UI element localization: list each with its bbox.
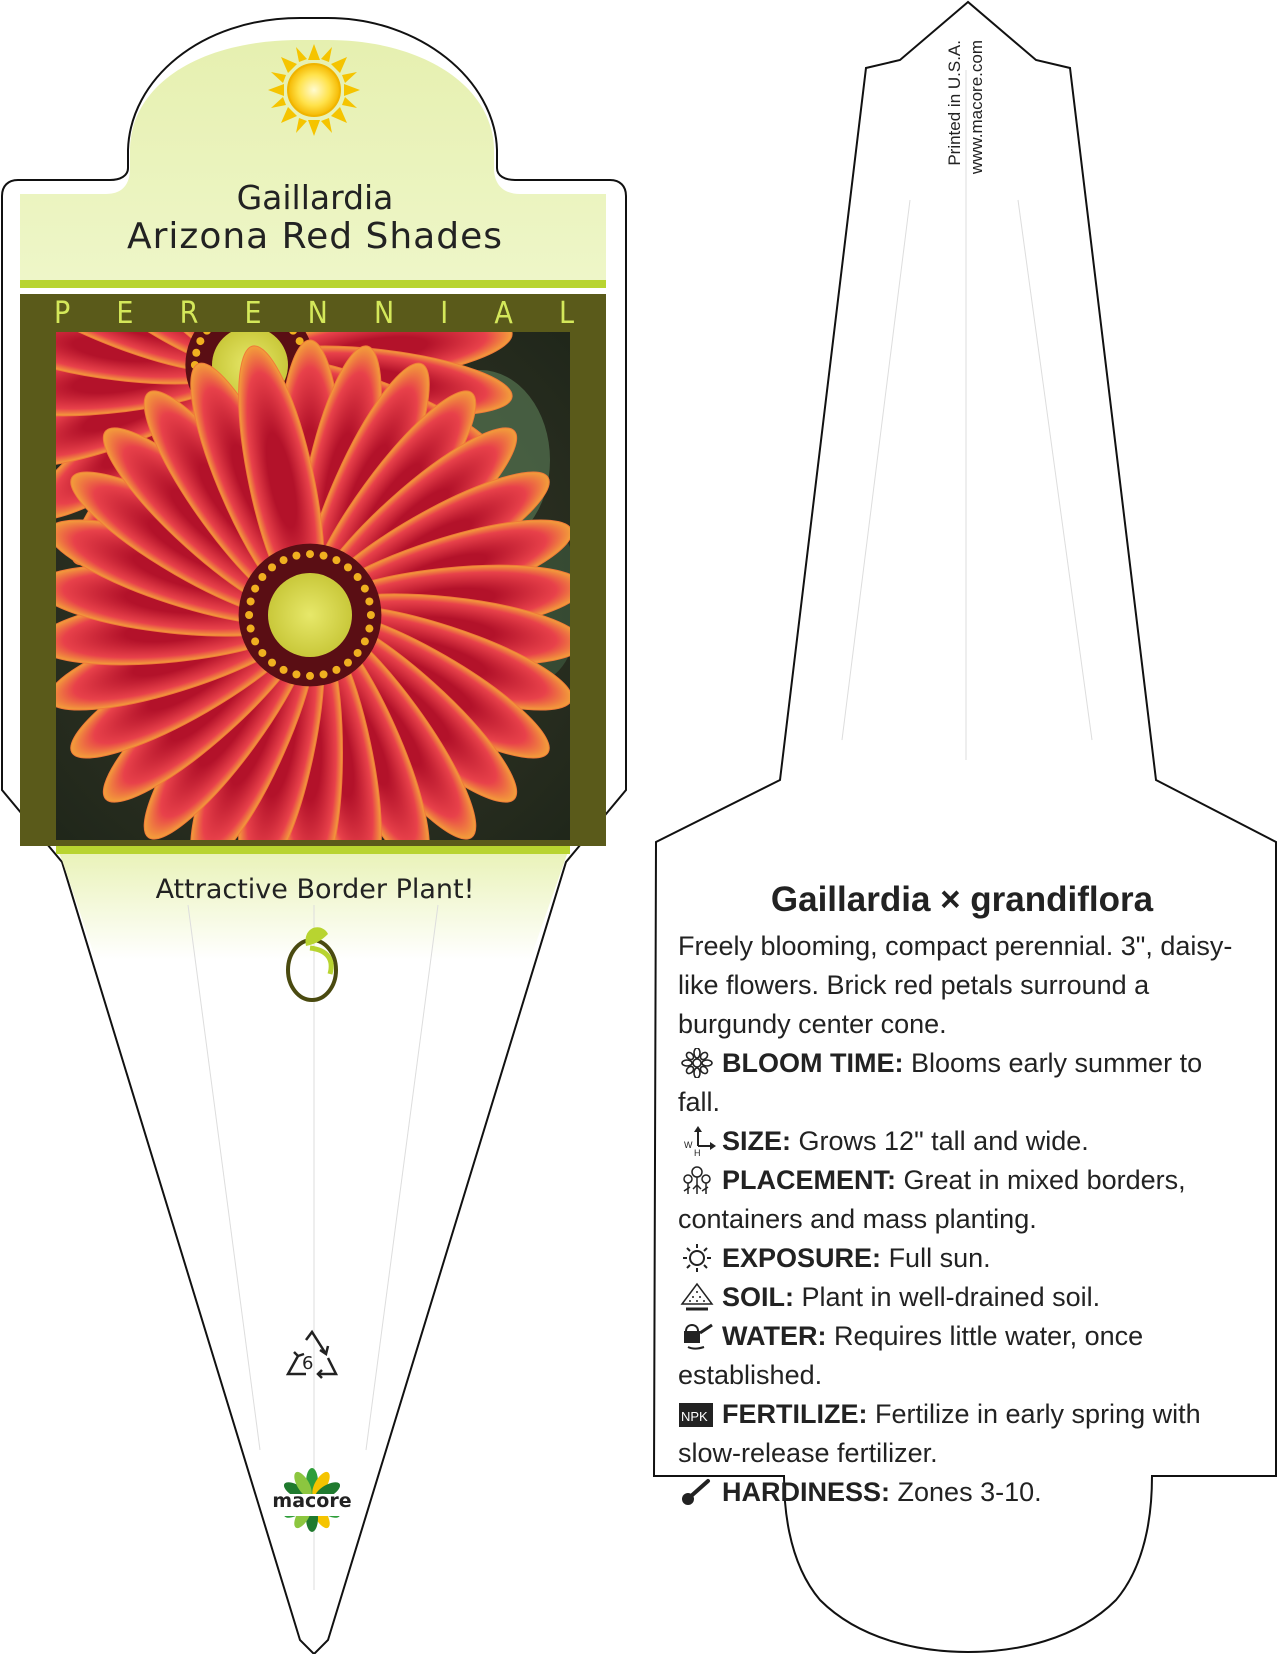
category-letter: N xyxy=(373,296,395,331)
row-label: FERTILIZE: xyxy=(722,1399,868,1429)
water-icon xyxy=(678,1321,716,1351)
stamen xyxy=(251,637,259,645)
stamen xyxy=(196,337,204,345)
stamen xyxy=(280,556,288,564)
recycle-code: 6 xyxy=(302,1353,314,1374)
info-row-exposure xyxy=(678,1239,1238,1278)
info-row-size xyxy=(678,1122,1238,1161)
stamen xyxy=(292,670,300,678)
genus-name: Gaillardia xyxy=(236,178,394,217)
row-label: BLOOM TIME: xyxy=(722,1048,904,1078)
npk-label: NPK xyxy=(681,1409,708,1424)
size-icon xyxy=(678,1126,716,1156)
stamen xyxy=(268,563,276,571)
stamen xyxy=(361,637,369,645)
row-label: HARDINESS: xyxy=(722,1477,891,1507)
stamen xyxy=(320,552,328,560)
row-text: Zones 3-10. xyxy=(897,1477,1042,1507)
info-row-fertilize xyxy=(678,1395,1238,1473)
row-text: Plant in well-drained soil. xyxy=(801,1282,1101,1312)
row-text: Grows 12" tall and wide. xyxy=(798,1126,1089,1156)
row-label: SOIL: xyxy=(722,1282,794,1312)
info-row-placement xyxy=(678,1161,1238,1239)
print-info xyxy=(944,40,990,240)
stamen xyxy=(247,597,255,605)
category-letter: I xyxy=(440,296,449,331)
website: www.macore.com xyxy=(967,40,986,175)
stamen xyxy=(292,552,300,560)
category-letter: R xyxy=(179,296,199,331)
svg-text:H: H xyxy=(694,1148,701,1156)
flower-cone xyxy=(268,573,352,657)
stamen xyxy=(251,585,259,593)
category-letter: N xyxy=(307,296,328,331)
row-text: Great in mixed borders, containers and mass planting. xyxy=(678,1165,1186,1234)
stamen xyxy=(192,349,200,357)
sun-icon xyxy=(268,44,360,136)
flower-icon xyxy=(678,1048,716,1078)
placement-icon xyxy=(678,1165,716,1195)
category-letter: E xyxy=(244,296,262,331)
sun-icon xyxy=(678,1243,716,1273)
row-label: EXPOSURE: xyxy=(722,1243,882,1273)
soil-icon xyxy=(678,1282,716,1312)
category-letter: P xyxy=(54,296,71,331)
stamen xyxy=(332,666,340,674)
category-letter: L xyxy=(558,296,574,331)
info-row-water xyxy=(678,1317,1238,1395)
row-text: Blooms early summer to fall. xyxy=(678,1048,1203,1117)
npk-icon xyxy=(678,1399,716,1429)
stamen xyxy=(344,659,352,667)
plant-info xyxy=(678,927,1238,1512)
stamen xyxy=(247,625,255,633)
stamen xyxy=(258,573,266,581)
svg-text:W: W xyxy=(684,1140,693,1150)
stamen xyxy=(320,670,328,678)
brand-name: macore xyxy=(272,1490,352,1512)
info-row-soil xyxy=(678,1278,1238,1317)
row-label: SIZE: xyxy=(722,1126,792,1156)
info-row-hardiness xyxy=(678,1473,1238,1512)
info-row-bloom xyxy=(678,1044,1238,1122)
stamen xyxy=(306,550,314,558)
stamen xyxy=(306,672,314,680)
category-label xyxy=(54,296,574,331)
stamen xyxy=(367,611,375,619)
stamen xyxy=(245,611,253,619)
stamen xyxy=(365,597,373,605)
category-letter: A xyxy=(494,296,513,331)
row-text: Requires little water, once established. xyxy=(678,1321,1144,1390)
row-label: PLACEMENT: xyxy=(722,1165,896,1195)
row-text: Fertilize in early spring with slow-release fertilizer. xyxy=(678,1399,1201,1468)
botanical-name: Gaillardia × grandiflora xyxy=(770,880,1154,919)
stamen xyxy=(258,649,266,657)
stamen xyxy=(344,563,352,571)
description: Freely blooming, compact perennial. 3", daisy-like flowers. Brick red petals surround a burgundy center cone. xyxy=(678,931,1233,1039)
thermometer-icon xyxy=(678,1477,716,1507)
stamen xyxy=(280,666,288,674)
printed-in: Printed in U.S.A. xyxy=(945,40,964,166)
stamen xyxy=(361,585,369,593)
row-text: Full sun. xyxy=(888,1243,991,1273)
category-letter: E xyxy=(116,296,134,331)
stamen xyxy=(365,625,373,633)
tagline: Attractive Border Plant! xyxy=(155,874,475,905)
stamen xyxy=(268,659,276,667)
stamen xyxy=(332,556,340,564)
stamen xyxy=(354,573,362,581)
cultivar-name: Arizona Red Shades xyxy=(127,216,503,257)
stamen xyxy=(354,649,362,657)
row-label: WATER: xyxy=(722,1321,827,1351)
